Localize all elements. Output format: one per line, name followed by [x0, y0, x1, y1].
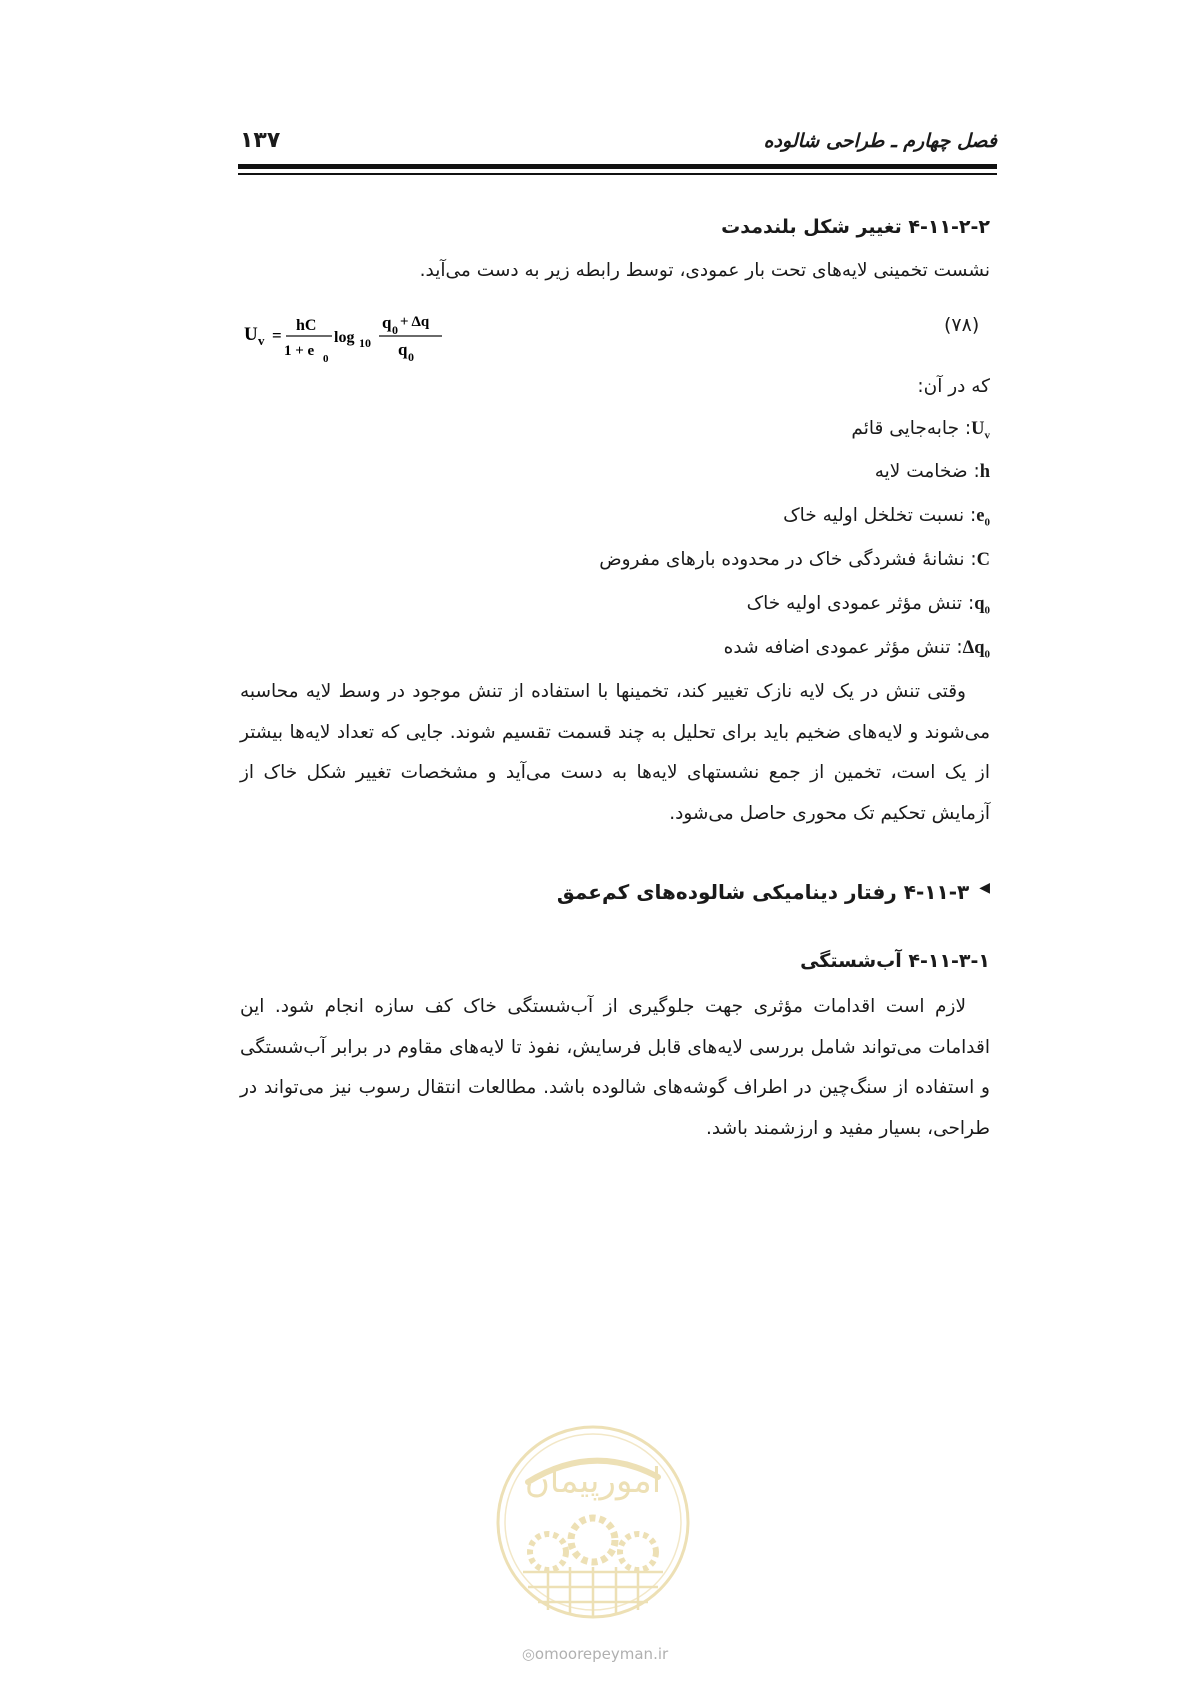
formula-log: log — [334, 329, 355, 346]
symbol: C — [976, 550, 990, 570]
formula-frac2-den-sub: 0 — [408, 350, 414, 364]
formula-log-sub: 10 — [359, 336, 371, 350]
definition-h: h: ضخامت لایه — [874, 461, 990, 482]
section-heading-text: ۴-۱۱-۳ رفتار دینامیکی شالوده‌های کم‌عمق — [556, 880, 970, 904]
formula-lhs: U — [244, 324, 258, 345]
page-number: ۱۳۷ — [240, 128, 281, 153]
formula-frac2-num-tail: + Δq — [400, 314, 430, 330]
symbol: h — [979, 462, 990, 482]
formula-lhs-sub: v — [258, 333, 265, 348]
chapter-title: فصل چهارم ـ طراحی شالوده — [763, 130, 997, 152]
equation-number: (۷۸) — [944, 314, 980, 336]
formula-frac2-num: q — [382, 313, 392, 332]
header-rule-thin — [238, 173, 997, 175]
settlement-formula — [244, 310, 464, 370]
definition-e0: $e_0$: نسبت تخلخل اولیه خاک — [783, 505, 990, 529]
section-heading-4-11-2-2: ۴-۱۱-۲-۲ تغییر شکل بلندمدت — [721, 216, 990, 238]
symbol: $e_0$ — [976, 506, 990, 529]
scour-paragraph: لازم است اقدامات مؤثری جهت جلوگیری از آب‌شستگی خاک کف سازه انجام شود. این اقدامات می‌تواند شامل بررسی لایه‌های قابل فرسایش، نفوذ تا لایه‌های مقاوم در برابر آب‌شستگی و استفاده از سنگ‌چین در اطراف گوشه‌های شالوده باشد. مطالعات انتقال رسوب نیز می‌تواند در طراحی، بسیار مفید و ارزشمند باشد. — [240, 996, 990, 1139]
bullet-icon: ◀ — [979, 880, 990, 896]
definition-delta-q0: $\Delta q_0$: تنش مؤثر عمودی اضافه شده — [723, 637, 990, 661]
formula-frac1-den: 1 + e — [284, 343, 315, 359]
section-heading-4-11-3 — [557, 880, 990, 904]
watermark-url: ◎omoorepeyman.ir — [521, 1645, 669, 1663]
section-heading-4-11-3-1: ۴-۱۱-۳-۱ آب‌شستگی — [800, 950, 990, 972]
symbol: $U_v$ — [971, 419, 990, 442]
section-intro: نشست تخمینی لایه‌های تحت بار عمودی، توسط رابطه زیر به دست می‌آید. — [419, 260, 990, 281]
settlement-paragraph: وقتی تنش در یک لایه نازک تغییر کند، تخمینها با استفاده از تنش موجود در وسط لایه محاسبه می‌شوند و لایه‌های ضخیم باید برای تحلیل به چند قسمت تقسیم شوند. جایی که تعداد لایه‌ها بیشتر از یک است، تخمین از جمع نشستهای لایه‌ها به دست می‌آید و مشخصات تغییر شکل خاک از آزمایش تحکیم تک محوری حاصل می‌شود. — [240, 681, 990, 824]
definition-uv: $U_v$: جابه‌جایی قائم — [851, 418, 990, 442]
at-icon: ◎ — [521, 1645, 535, 1663]
svg-text:=: = — [272, 326, 282, 345]
formula-frac1-num: hC — [296, 317, 317, 334]
symbol: $q_0$ — [974, 594, 990, 617]
formula-frac2-num-sub: 0 — [392, 323, 398, 337]
logo-wordmark: امورپیمان — [524, 1461, 662, 1501]
symbol: $\Delta q_0$ — [962, 638, 990, 661]
header-rule-thick — [238, 164, 997, 169]
formula-frac2-den: q — [398, 340, 408, 359]
definition-q0: $q_0$: تنش مؤثر عمودی اولیه خاک — [746, 593, 990, 617]
where-label: که در آن: — [917, 376, 990, 397]
watermark-logo — [488, 1422, 698, 1622]
definition-c: C: نشانهٔ فشردگی خاک در محدوده بارهای مفروض — [599, 549, 990, 570]
formula-frac1-den-sub: 0 — [323, 353, 329, 365]
